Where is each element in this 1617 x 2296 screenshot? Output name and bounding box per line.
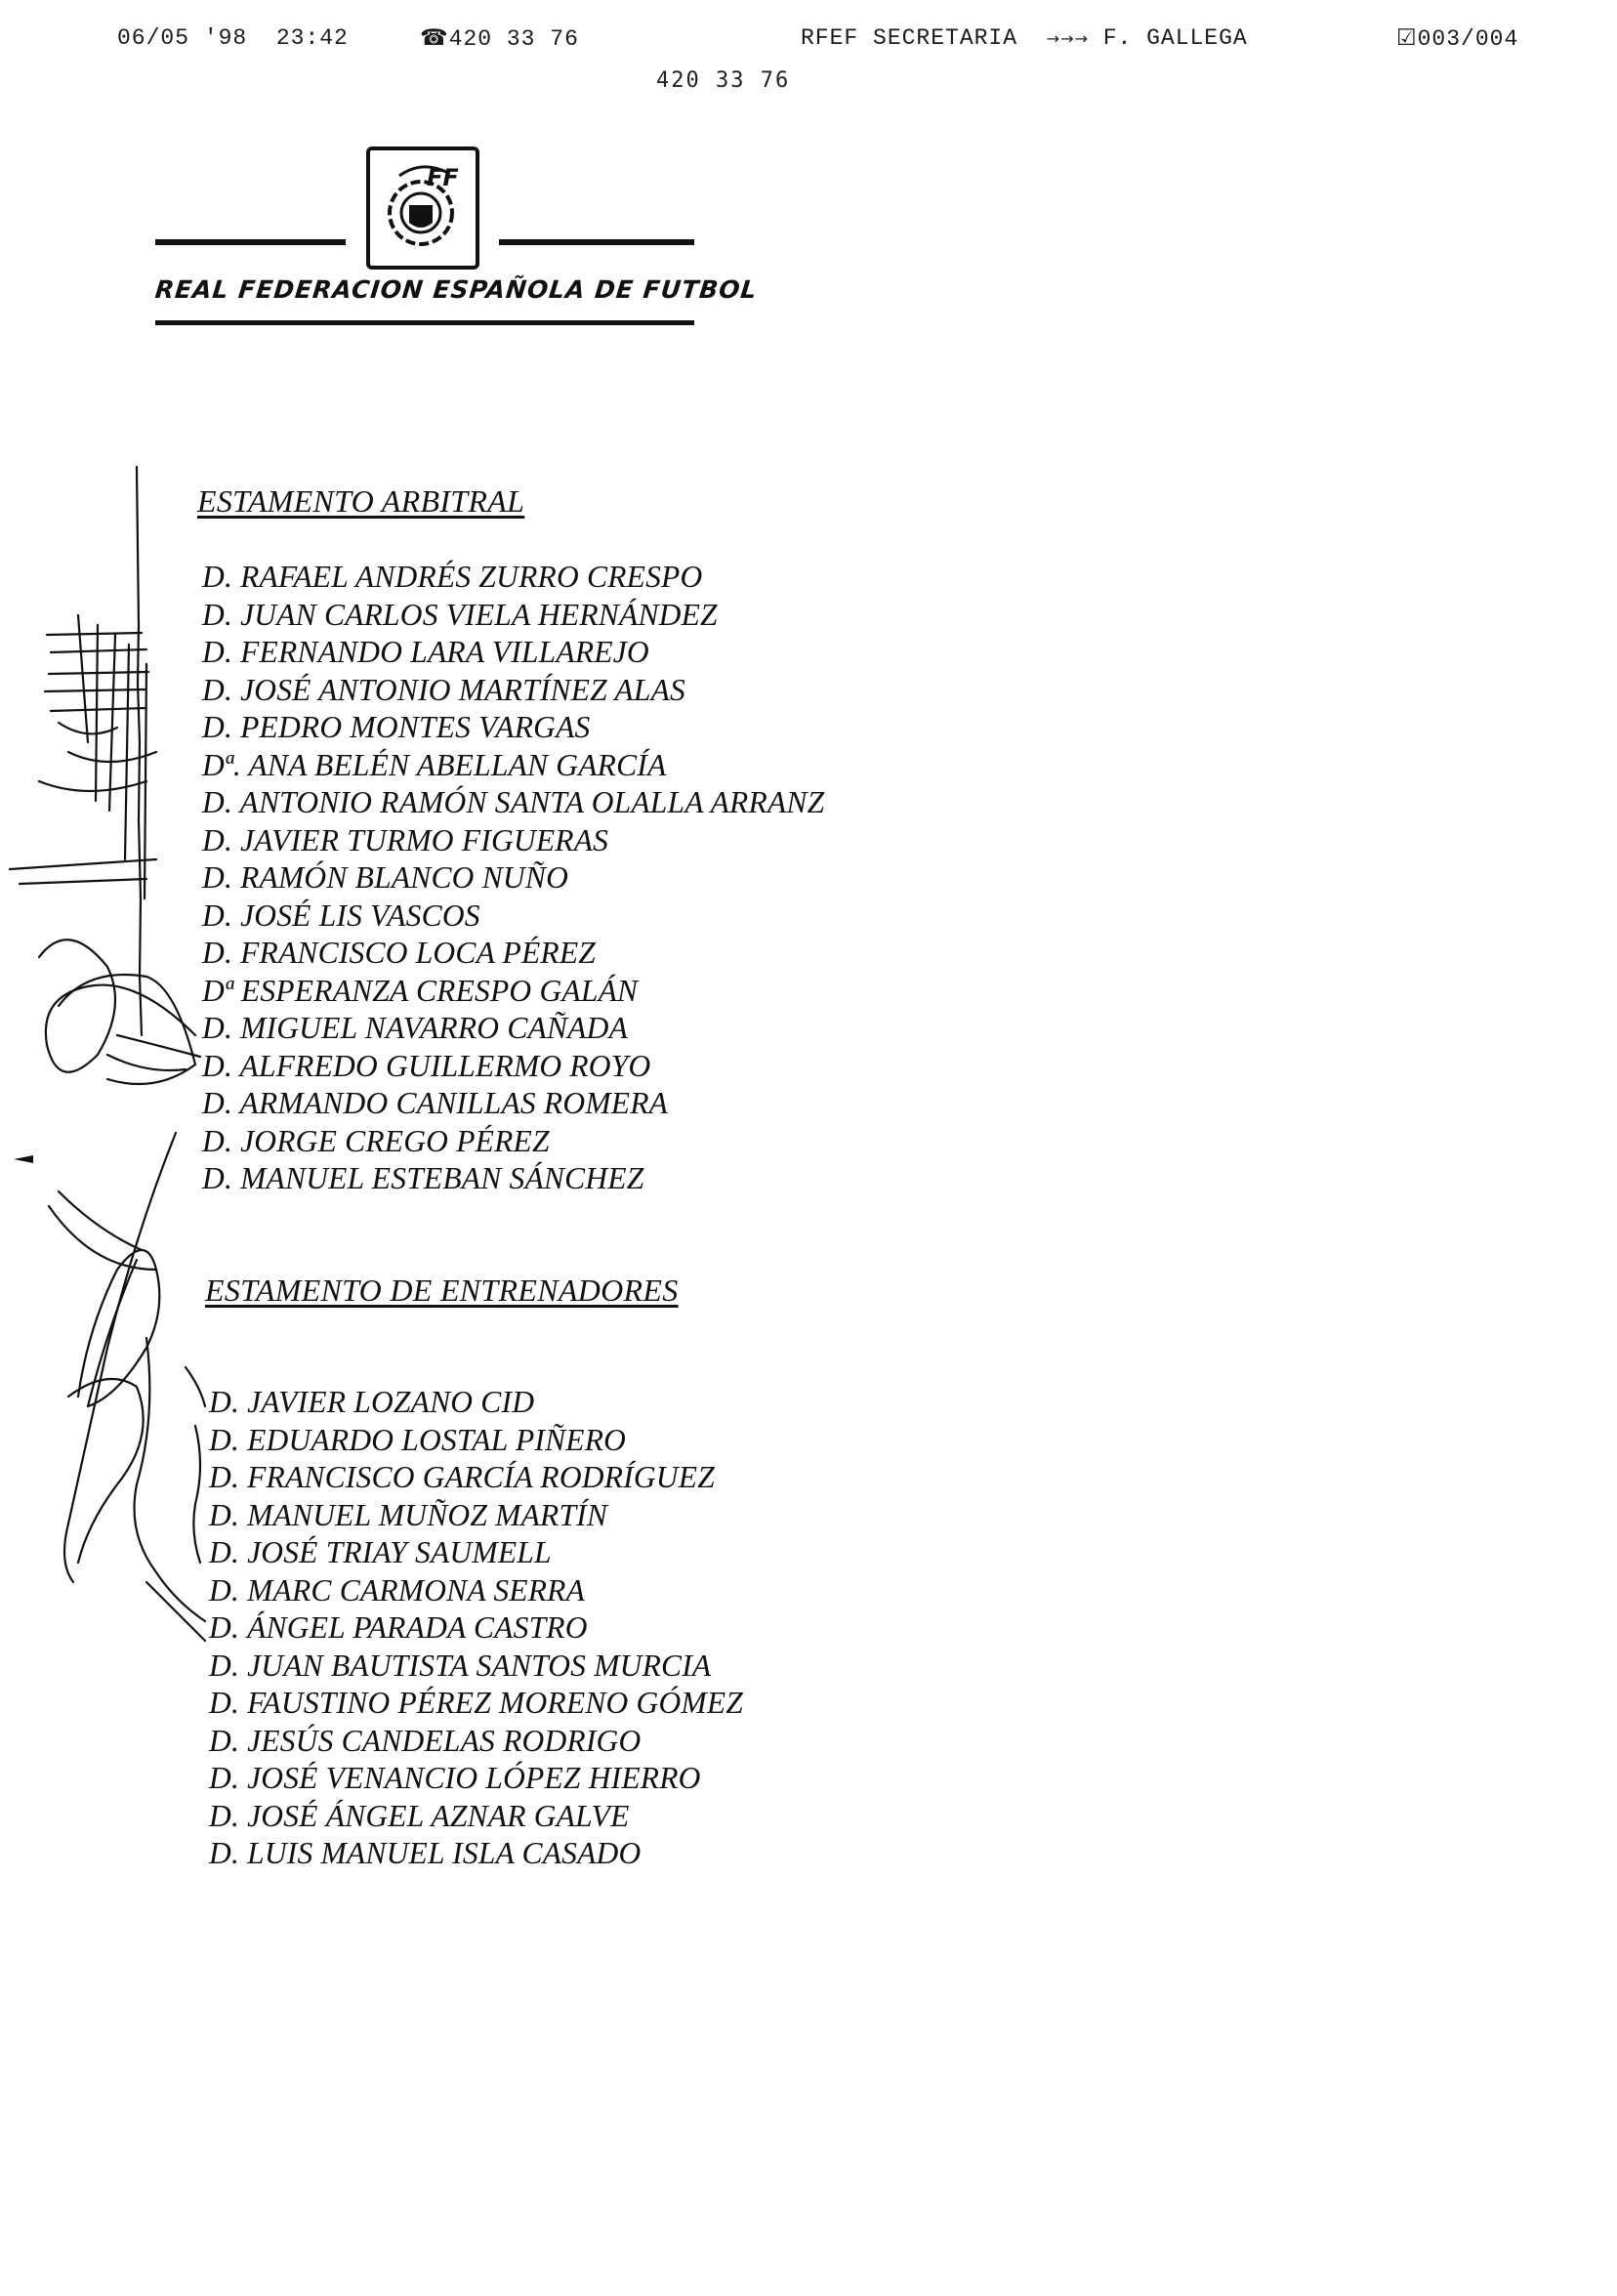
list-item: D. MANUEL MUÑOZ MARTÍN <box>209 1497 608 1532</box>
list-item: D. ARMANDO CANILLAS ROMERA <box>202 1086 669 1120</box>
list-item: D. JOSÉ VENANCIO LÓPEZ HIERRO <box>209 1761 701 1795</box>
list-item: D. JUAN CARLOS VIELA HERNÁNDEZ <box>202 597 718 632</box>
list-item: D. FAUSTINO PÉREZ MORENO GÓMEZ <box>209 1686 744 1720</box>
list-item: D. EDUARDO LOSTAL PIÑERO <box>209 1422 627 1457</box>
organization-name: REAL FEDERACION ESPAÑOLA DE FUTBOL <box>153 275 760 304</box>
coach-list <box>209 1384 743 1873</box>
telephone-icon: ☎ <box>420 25 449 51</box>
list-item: D. RAMÓN BLANCO NUÑO <box>202 860 569 895</box>
list-item: D. LUIS MANUEL ISLA CASADO <box>209 1836 642 1870</box>
referee-list <box>202 559 824 1198</box>
letterhead-rule-bottom <box>155 320 694 325</box>
fax-date: 06/05 '98 23:42 <box>117 25 349 51</box>
list-item: D. FRANCISCO LOCA PÉREZ <box>202 936 597 970</box>
list-item: D. JOSÉ LIS VASCOS <box>202 898 480 933</box>
letterhead-rule-right <box>499 239 694 245</box>
list-item: D. FRANCISCO GARCÍA RODRÍGUEZ <box>209 1460 715 1494</box>
section-title-arbitral: ESTAMENTO ARBITRAL <box>197 483 525 519</box>
list-item: D. ALFREDO GUILLERMO ROYO <box>202 1048 651 1083</box>
list-item: D. JORGE CREGO PÉREZ <box>202 1123 550 1158</box>
fax-page-icon: ☑ <box>1396 25 1418 51</box>
list-item: D. ÁNGEL PARADA CASTRO <box>209 1610 588 1645</box>
list-item: D. JOSÉ TRIAY SAUMELL <box>209 1535 552 1569</box>
list-item: D. RAFAEL ANDRÉS ZURRO CRESPO <box>202 560 703 594</box>
fax-phone: ☎420 33 76 <box>420 25 579 52</box>
svg-text:FF: FF <box>427 164 459 191</box>
list-item: D. FERNANDO LARA VILLAREJO <box>202 635 649 669</box>
list-item: D. JAVIER TURMO FIGUERAS <box>202 822 609 857</box>
list-item: D. JESÚS CANDELAS RODRIGO <box>209 1723 642 1758</box>
list-item: D. JAVIER LOZANO CID <box>209 1385 535 1419</box>
list-item: D. JUAN BAUTISTA SANTOS MURCIA <box>209 1648 712 1683</box>
list-item: Dª ESPERANZA CRESPO GALÁN <box>202 973 639 1008</box>
list-item: D. JOSÉ ANTONIO MARTÍNEZ ALAS <box>202 672 685 707</box>
list-item: D. PEDRO MONTES VARGAS <box>202 710 591 744</box>
fax-sub-number: 420 33 76 <box>656 68 791 93</box>
margin-mark <box>14 1155 33 1163</box>
list-item: D. JOSÉ ÁNGEL AZNAR GALVE <box>209 1798 630 1833</box>
list-item: D. MARC CARMONA SERRA <box>209 1572 586 1607</box>
list-item: D. ANTONIO RAMÓN SANTA OLALLA ARRANZ <box>202 785 825 819</box>
list-item: Dª. ANA BELÉN ABELLAN GARCÍA <box>202 747 667 782</box>
fax-page: ☑003/004 <box>1396 25 1519 52</box>
list-item: D. MIGUEL NAVARRO CAÑADA <box>202 1011 629 1045</box>
list-item: D. MANUEL ESTEBAN SÁNCHEZ <box>202 1161 644 1195</box>
letterhead-rule-left <box>155 239 346 245</box>
letterhead <box>151 146 760 332</box>
section-title-entrenadores: ESTAMENTO DE ENTRENADORES <box>205 1273 679 1308</box>
rfef-crest-logo <box>366 146 479 270</box>
fax-route: RFEF SECRETARIA →→→ F. GALLEGA <box>801 25 1248 51</box>
fax-header <box>117 25 1543 55</box>
